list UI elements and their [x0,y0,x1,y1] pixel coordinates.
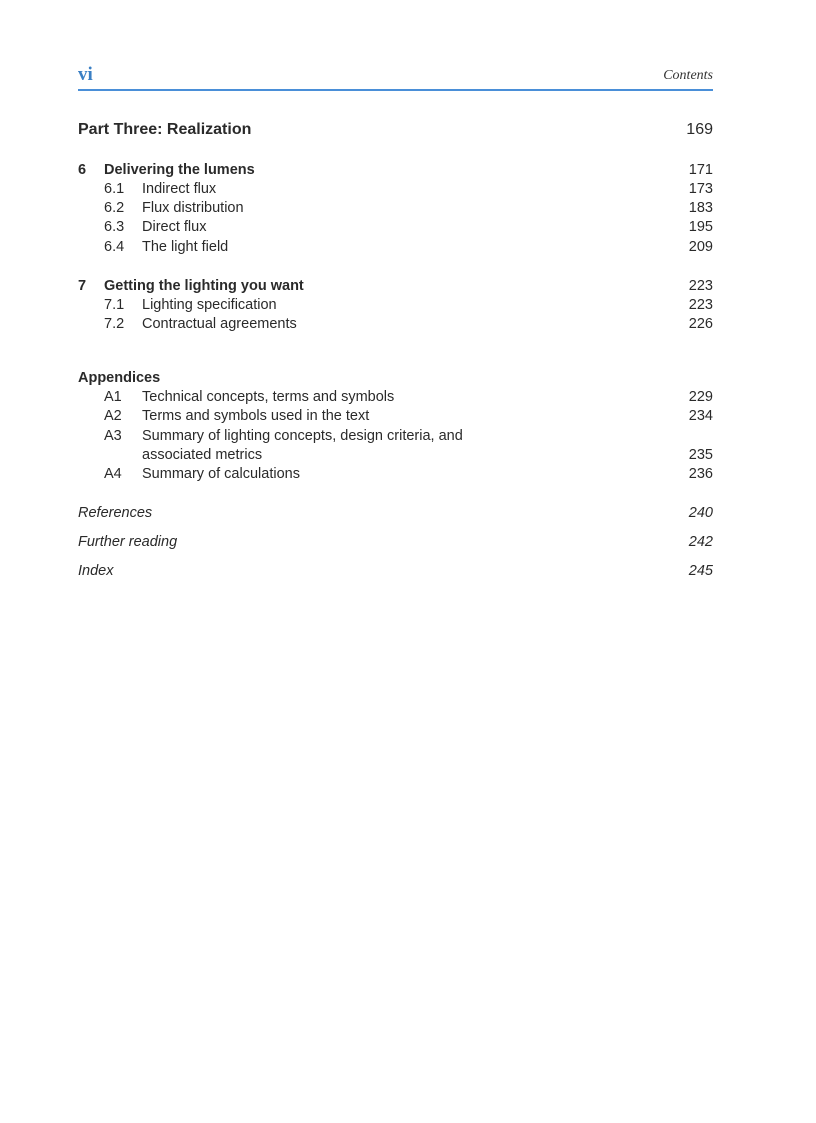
toc-appendices-heading [78,368,713,388]
toc-chapter-page: 171 [688,162,713,178]
toc-appendix-page: 229 [688,389,713,405]
toc-backmatter-entry [78,532,713,552]
page-header [78,62,713,90]
toc-chapter-entry [78,276,713,296]
header-rule [78,89,713,91]
toc-chapter-number: 6 [78,162,87,178]
toc-appendix-number: A3 [104,428,122,444]
toc-appendix-entry [78,464,713,484]
toc-section-title: Contractual agreements [142,316,297,332]
toc-chapter-number: 7 [78,278,87,294]
toc-backmatter-page: 240 [688,505,713,521]
toc-appendix-page: 235 [688,447,713,463]
toc-backmatter-page: 245 [688,563,713,579]
toc-appendix-title-continued: associated metrics [142,447,263,463]
toc-section-entry [78,179,713,199]
toc-section-page: 223 [688,297,713,313]
toc-section-page: 173 [688,181,713,197]
toc-section-entry [78,314,713,334]
toc-appendix-number: A4 [104,466,122,482]
toc-section-title: Lighting specification [142,297,277,313]
toc-part-entry [78,120,713,140]
toc-section-page: 195 [688,219,713,235]
toc-section-number: 7.1 [104,297,125,313]
toc-backmatter-title: Further reading [78,534,178,550]
toc-appendix-page: 236 [688,466,713,482]
toc-section-page: 183 [688,200,713,216]
toc-section-title: Direct flux [142,219,207,235]
toc-appendix-title: Summary of calculations [142,466,300,482]
toc-part-page: 169 [686,121,713,138]
toc-section-title: Flux distribution [142,200,244,216]
toc-section-number: 6.2 [104,200,125,216]
toc-backmatter-title: References [78,505,153,521]
toc-section-entry [78,217,713,237]
toc-section-page: 209 [688,239,713,255]
toc-part-title: Part Three: Realization [78,121,252,138]
toc-appendix-number: A2 [104,408,122,424]
appendices-heading: Appendices [78,370,161,386]
toc-chapter-title: Delivering the lumens [104,162,255,178]
toc-appendix-entry-continued [78,445,713,465]
toc-appendix-number: A1 [104,389,122,405]
toc-section-title: Indirect flux [142,181,217,197]
toc-section-number: 6.1 [104,181,125,197]
toc-section-title: The light field [142,239,229,255]
toc-backmatter-entry [78,503,713,523]
page-number: vi [78,64,93,85]
toc-appendix-title: Terms and symbols used in the text [142,408,370,424]
toc-appendix-page: 234 [688,408,713,424]
toc-chapter-page: 223 [688,278,713,294]
toc-appendix-title: Technical concepts, terms and symbols [142,389,395,405]
toc-appendix-entry [78,426,713,446]
toc-chapter-entry [78,160,713,180]
toc-backmatter-entry [78,561,713,581]
toc-chapter-title: Getting the lighting you want [104,278,304,294]
toc-section-number: 6.4 [104,239,125,255]
toc-section-entry [78,198,713,218]
toc-section-entry [78,295,713,315]
toc-section-page: 226 [688,316,713,332]
toc-appendix-entry [78,387,713,407]
toc-appendix-title: Summary of lighting concepts, design criteria, and [142,428,463,444]
toc-appendix-entry [78,406,713,426]
toc-section-number: 6.3 [104,219,125,235]
toc-backmatter-title: Index [78,563,114,579]
toc-section-entry [78,237,713,257]
toc-section-number: 7.2 [104,316,125,332]
toc-backmatter-page: 242 [688,534,713,550]
running-title: Contents [663,68,713,83]
